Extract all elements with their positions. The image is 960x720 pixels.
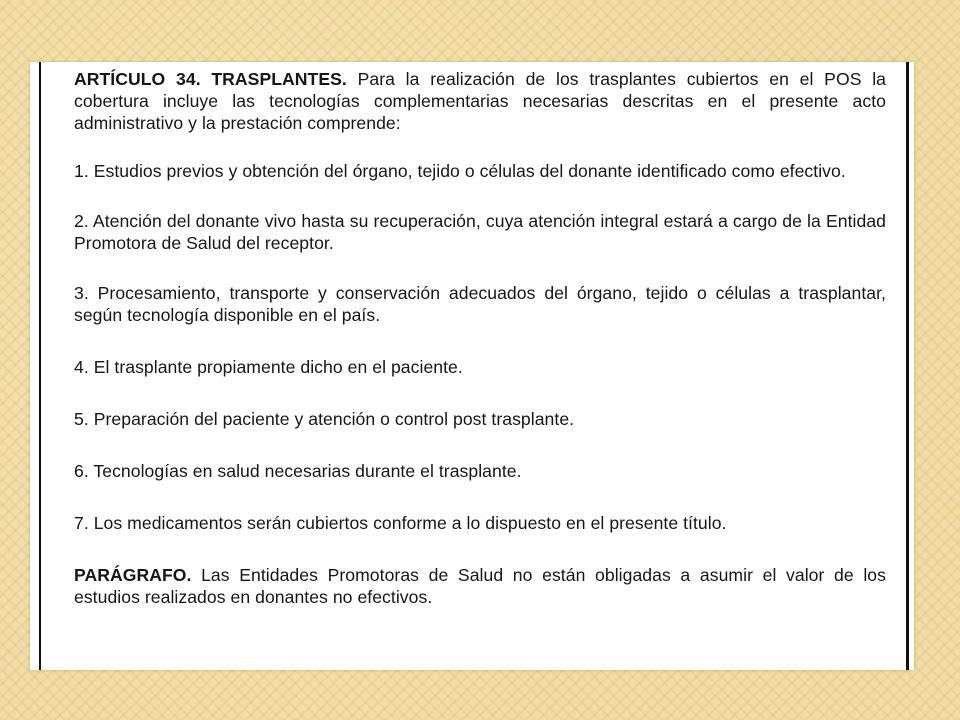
article-heading: ARTÍCULO 34. TRASPLANTES. (74, 69, 347, 89)
article-intro-paragraph (74, 68, 886, 134)
list-item-1: 1. Estudios previos y obtención del órgano, tejido o células del donante identificado como efectivo. (74, 161, 846, 181)
scan-border-right (906, 62, 909, 670)
list-item-7: 7. Los medicamentos serán cubiertos conforme a lo dispuesto en el presente título. (74, 513, 727, 533)
scan-border-left (39, 62, 41, 670)
list-item-4: 4. El trasplante propiamente dicho en el paciente. (74, 357, 463, 377)
paragraph-heading: PARÁGRAFO. (74, 565, 192, 585)
document-body (74, 68, 886, 608)
list-item-5: 5. Preparación del paciente y atención o control post trasplante. (74, 409, 575, 429)
paragraph-note (74, 564, 886, 608)
article-intro-text: Para la realización de los trasplantes cubiertos en el POS la cobertura incluye las tecnologías complementarias necesarias descritas en el presente acto administrativo y la prestación comprende: (74, 69, 887, 133)
list-item-2: 2. Atención del donante vivo hasta su recuperación, cuya atención integral estará a cargo de la Entidad Promotora de Salud del receptor. (74, 211, 886, 253)
paragraph-text: Las Entidades Promotoras de Salud no están obligadas a asumir el valor de los estudios realizados en donantes no efectivos. (74, 565, 886, 607)
list-item-3: 3. Procesamiento, transporte y conservación adecuados del órgano, tejido o células a trasplantar, según tecnología disponible en el país. (74, 283, 886, 325)
list-item-6: 6. Tecnologías en salud necesarias durante el trasplante. (74, 461, 522, 481)
